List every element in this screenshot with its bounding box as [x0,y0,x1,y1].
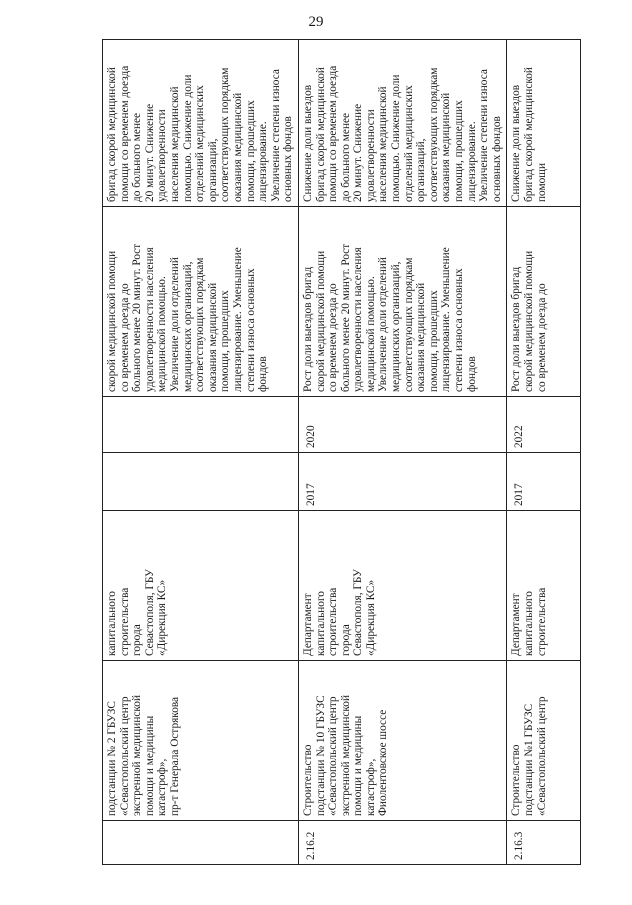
cell-line: скорой медицинской помощи [106,250,118,392]
cell-line: «Дирекция КС» [156,579,169,656]
cell-line: капитального [523,591,535,656]
table-row [103,40,299,865]
cell-event-name [298,661,507,821]
cell-line: организаций, [415,138,428,202]
cell-line: больного менее 20 минут. Рост [131,243,144,392]
cell-line: Севастополя, ГБУ [352,569,365,656]
cell-line: пр-т Генерала Острякова [168,696,181,816]
cell-line: степени износа основных [453,268,466,392]
cell-line: помощи и медицины [143,715,156,816]
cell-line: помощью. Снижение доли [390,74,403,202]
cell-line: соответствующих порядкам [219,67,232,202]
cell-line: Увеличение степени износа [478,69,491,202]
cell-line: подстанции № 10 ГБУЗС [314,695,327,816]
cell-line: соответствующих порядкам [402,257,415,392]
cell-line: Снижение доли выездов [301,84,314,202]
cell-line: помощи, прошедших [219,290,232,392]
cell-line: города [131,624,144,656]
cell-line: 20 минут. Снижение [143,103,156,202]
cell-line: лицензирование. Уменьшение [440,247,453,392]
cell-start-year [103,453,299,511]
cell-line: больного менее 20 минут. Рост [339,243,352,392]
cell-line: Увеличение доли отделений [377,257,390,392]
cell-line: помощи, прошедших [453,100,466,202]
cell-line: Департамент [301,593,314,656]
cell-line: Увеличение доли отделений [168,257,181,392]
cell-line: «Дирекция КС» [364,579,377,656]
cell-line: помощью. Снижение доли [181,74,194,202]
cell-event-name [507,661,581,821]
program-table [102,39,581,865]
cell-line: со временем доезда до [327,283,340,392]
cell-line: отделений медицинских [402,85,415,202]
cell-line: Увеличение степени износа [269,69,282,202]
cell-line: удовлетворенности населения [352,247,365,392]
cell-line: удовлетворенности [364,109,377,202]
cell-line: Строительство [301,744,314,816]
cell-line: катастроф», [156,758,169,816]
cell-line: Фиолентовское шоссе [377,709,390,816]
cell-line: медицинской помощью. [156,276,169,392]
table-row [298,40,507,865]
cell-line: населения медицинской [168,86,181,202]
cell-line: оказания медицинской [440,92,453,202]
cell-indicators [298,207,507,397]
cell-line: лицензирование. Уменьшение [231,247,244,392]
cell-line: медицинских организаций, [181,261,194,392]
cell-line: бригад скорой медицинской [314,67,327,202]
cell-line: оказания медицинской [231,92,244,202]
cell-executor [298,511,507,661]
cell-line: со временем доезда до [535,283,548,392]
cell-number: 2.16.3 [507,821,581,865]
cell-line: бригад скорой медицинской [523,67,535,202]
cell-executor [103,511,299,661]
cell-indicators [103,207,299,397]
cell-line: Севастополя, ГБУ [143,569,156,656]
cell-end-year: 2020 [298,397,507,453]
cell-line: до больного менее [131,112,144,202]
cell-line: помощи, прошедших [427,290,440,392]
cell-line: катастроф», [364,758,377,816]
cell-line: медицинской помощью. [364,276,377,392]
cell-line: соответствующих порядкам [427,67,440,202]
cell-line: «Севастопольский центр [118,696,131,816]
cell-line: помощи со временем доезда [118,65,131,202]
cell-line: Департамент [510,593,523,656]
cell-line: помощи и медицины [352,715,365,816]
cell-line: фондов [465,356,478,392]
cell-line: капитального [314,591,327,656]
cell-line: соответствующих порядкам [194,257,207,392]
cell-line: подстанции № 2 ГБУЗС [106,701,118,816]
cell-line: подстанции №1 ГБУЗС [523,703,535,816]
cell-line: со временем доезда до [118,283,131,392]
cell-end-year: 2022 [507,397,581,453]
cell-line: Рост доли выездов бригад [301,266,314,392]
cell-executor [507,511,581,661]
cell-line: «Севастопольский центр [327,696,340,816]
cell-line: строительства [327,587,340,656]
cell-line: организаций, [206,138,219,202]
cell-line: «Севастопольский центр [535,696,548,816]
table-wrapper [102,40,558,865]
cell-line: строительства [535,587,548,656]
cell-line: фондов [257,356,270,392]
cell-results [298,40,507,207]
cell-line: бригад скорой медицинской [106,67,118,202]
cell-line: помощи со временем доезда [327,65,340,202]
cell-line: отделений медицинских [194,85,207,202]
cell-line: удовлетворенности населения [143,247,156,392]
table-body [103,40,581,865]
cell-line: экстренной медицинской [339,695,352,816]
cell-line: основных фондов [282,116,295,202]
cell-line: оказания медицинской [415,282,428,392]
table-row [507,40,581,865]
cell-line: строительства [118,587,131,656]
cell-line: помощи [535,162,548,202]
cell-line: 20 минут. Снижение [352,103,365,202]
cell-line: города [339,624,352,656]
cell-line: скорой медицинской помощи [314,250,327,392]
cell-indicators [507,207,581,397]
cell-number: 2.16.2 [298,821,507,865]
cell-line: экстренной медицинской [131,695,144,816]
cell-line: Строительство [510,744,523,816]
cell-line: лицензирование. [465,121,478,202]
cell-line: удовлетворенности [156,109,169,202]
cell-results [103,40,299,207]
cell-line: Снижение доли выездов [510,84,523,202]
cell-line: оказания медицинской [206,282,219,392]
page-number: 29 [308,14,324,30]
cell-line: Рост доли выездов бригад [510,266,523,392]
cell-line: до больного менее [339,112,352,202]
cell-start-year: 2017 [507,453,581,511]
cell-event-name [103,661,299,821]
cell-line: помощи, прошедших [244,100,257,202]
cell-line: лицензирование. [257,121,270,202]
cell-start-year: 2017 [298,453,507,511]
cell-results [507,40,581,207]
cell-line: медицинских организаций, [390,261,403,392]
rotated-table-container [102,40,558,865]
cell-line: скорой медицинской помощи [523,250,535,392]
cell-line: населения медицинской [377,86,390,202]
cell-number [103,821,299,865]
cell-line: степени износа основных [244,268,257,392]
cell-line: капитального [106,591,118,656]
cell-end-year [103,397,299,453]
cell-line: основных фондов [490,116,503,202]
